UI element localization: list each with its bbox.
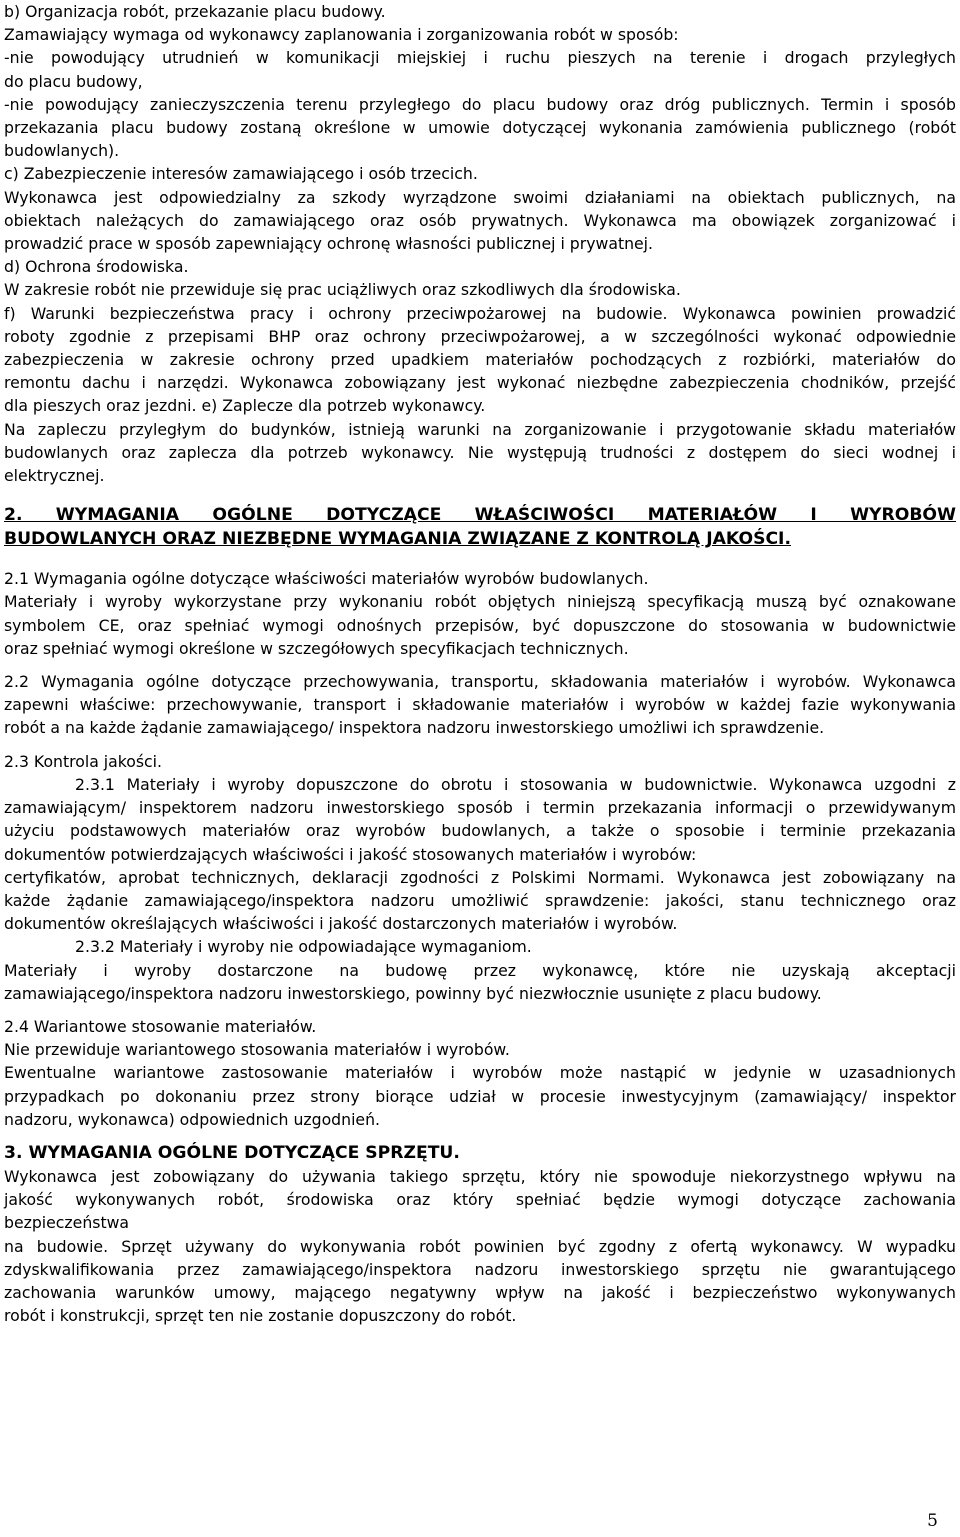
section-3 (4, 1165, 956, 1327)
paragraph-line: dla pieszych oraz jezdni. e) Zaplecze dla potrzeb wykonawcy. (4, 396, 486, 416)
paragraph-line: Materiały i wyroby dostarczone na budowę przez wykonawcę, które nie uzyskają akceptacji (4, 960, 956, 980)
paragraph-line: zamawiającego/inspektora nadzoru inwestorskiego, powinny być niezwłocznie usunięte z placu budowy. (4, 983, 822, 1003)
paragraph-line: przypadkach po dokonaniu przez strony biorące udział w procesie inwestycyjnym (zamawiający/ inspektor (4, 1086, 956, 1106)
section-2-4-title: 2.4 Wariantowe stosowanie materiałów. (4, 1016, 317, 1036)
paragraph-line: Wykonawca jest odpowiedzialny za szkody wyrządzone swoimi działaniami na obiektach publicznych, na (4, 187, 956, 207)
paragraph-line: W zakresie robót nie przewiduje się prac uciążliwych oraz szkodliwych dla środowiska. (4, 280, 681, 300)
document-page (4, 0, 956, 1327)
subsection-2-3-2-title: 2.3.2 Materiały i wyroby nie odpowiadające wymaganiom. (75, 937, 532, 957)
paragraph-line: elektrycznej. (4, 466, 105, 486)
section-c (4, 162, 956, 255)
paragraph-line: robót a na każde żądanie zamawiającego/ inspektora nadzoru inwestorskiego umożliwi ich sprawdzenie. (4, 718, 825, 738)
paragraph-line: obiektach należących do zamawiającego oraz osób prywatnych. Wykonawca ma obowiązek zorganizować i (4, 210, 956, 230)
paragraph-line: każde żądanie zamawiającego/inspektora nadzoru umożliwić sprawdzenie: jakości, stanu technicznego oraz (4, 890, 956, 910)
paragraph-line: remontu dachu i narzędzi. Wykonawca zobowiązany jest wykonać niezbędne zabezpieczenia chodników, przejść (4, 373, 956, 393)
section-2-1 (4, 567, 956, 660)
section-f (4, 302, 956, 488)
paragraph-line: zdyskwalifikowania przez zamawiającego/inspektora nadzoru inwestorskiego sprzętu nie gwarantującego (4, 1259, 956, 1279)
section-2-2-title: 2.2 Wymagania ogólne dotyczące przechowywania, transportu, składowania materiałów i wyrobów. Wykonawca (4, 672, 956, 692)
paragraph-line: prowadzić prace w sposób zapewniający ochronę własności publicznej i prywatnej. (4, 234, 654, 254)
paragraph-line: dokumentów określających właściwości i jakość dostarczonych materiałów i wyrobów. (4, 914, 678, 934)
paragraph-line: zabezpieczenia w zakresie ochrony przed upadkiem materiałów pochodzących z rozbiórki, materiałów do (4, 350, 956, 370)
section-2-3 (4, 750, 956, 1005)
section-d-title: d) Ochrona środowiska. (4, 257, 189, 277)
paragraph-line: roboty zgodnie z przepisami BHP oraz ochrony przeciwpożarowej, a w szczególności wykonać odpowiednie (4, 326, 956, 346)
heading-line: 3. WYMAGANIA OGÓLNE DOTYCZĄCE SPRZĘTU. (4, 1142, 460, 1163)
heading-section-3 (4, 1141, 956, 1165)
section-2-4 (4, 1015, 956, 1131)
paragraph-line: -nie powodujący zanieczyszczenia terenu przyległego do placu budowy oraz dróg publicznych. Termin i sposób (4, 94, 956, 114)
paragraph-line: Na zapleczu przyległym do budynków, istnieją warunki na zorganizowanie i przygotowanie składu materiałów (4, 419, 956, 439)
paragraph-line: Materiały i wyroby wykorzystane przy wykonaniu robót objętych niniejszą specyfikacją muszą być oznakowane (4, 592, 956, 612)
paragraph-line: zamawiającym/ inspektorem nadzoru inwestorskiego sposób i termin przekazania informacji o przewidywanym (4, 798, 956, 818)
heading-section-2 (4, 503, 956, 551)
paragraph-line: Nie przewiduje wariantowego stosowania materiałów i wyrobów. (4, 1040, 510, 1060)
section-f-title: f) Warunki bezpieczeństwa pracy i ochrony przeciwpożarowej na budowie. Wykonawca powinien prowadzić (4, 303, 956, 323)
paragraph-line: zapewni właściwe: przechowywanie, transport i składowanie materiałów i wyrobów w każdej fazie wykonywania (4, 695, 956, 715)
paragraph-line: użyciu podstawowych materiałów oraz wyrobów budowlanych, a także o sposobie i terminie przekazania (4, 821, 956, 841)
subsection-2-3-1-line: 2.3.1 Materiały i wyroby dopuszczone do obrotu i stosowania w budownictwie. Wykonawca uzgodni z (75, 774, 956, 794)
section-d (4, 255, 956, 301)
paragraph-line: budowlanych oraz zaplecza dla potrzeb wykonawcy. Nie występują trudności z dostępem do sieci wodnej i (4, 442, 956, 462)
heading-line: BUDOWLANYCH ORAZ NIEZBĘDNE WYMAGANIA ZWIĄZANE Z KONTROLĄ JAKOŚCI. (4, 529, 791, 550)
paragraph-line: przekazania placu budowy zostaną określone w umowie dotyczącej wykonania zamówienia publicznego (robót (4, 118, 956, 138)
paragraph-line: Zamawiający wymaga od wykonawcy zaplanowania i zorganizowania robót w sposób: (4, 25, 679, 45)
section-2-2 (4, 670, 956, 740)
paragraph-line: bezpieczeństwa (4, 1213, 130, 1233)
section-2-3-title: 2.3 Kontrola jakości. (4, 751, 163, 771)
section-2-1-title: 2.1 Wymagania ogólne dotyczące właściwości materiałów wyrobów budowlanych. (4, 569, 649, 589)
paragraph-line: zachowania warunków umowy, mającego negatywny wpływ na jakość i bezpieczeństwo wykonywanych (4, 1282, 956, 1302)
page-number: 5 (927, 1511, 938, 1531)
paragraph-line: budowlanych). (4, 141, 120, 161)
heading-line: 2. WYMAGANIA OGÓLNE DOTYCZĄCE WŁAŚCIWOŚCI MATERIAŁÓW I WYROBÓW (4, 505, 956, 526)
paragraph-line: jakość wykonywanych robót, środowiska oraz który spełniać będzie wymogi dotyczące zachowania (4, 1190, 956, 1210)
section-b-title: b) Organizacja robót, przekazanie placu budowy. (4, 2, 386, 21)
paragraph-line: do placu budowy, (4, 71, 143, 91)
paragraph-line: robót i konstrukcji, sprzęt ten nie zostanie dopuszczony do robót. (4, 1306, 517, 1326)
paragraph-line: Ewentualne wariantowe zastosowanie materiałów i wyrobów może nastąpić w jedynie w uzasadnionych (4, 1063, 956, 1083)
paragraph-line: Wykonawca jest zobowiązany do używania takiego sprzętu, który nie spowoduje niekorzystnego wpływu na (4, 1166, 956, 1186)
paragraph-line: -nie powodujący utrudnień w komunikacji miejskiej i ruchu pieszych na terenie i drogach przyległych (4, 48, 956, 68)
paragraph-line: certyfikatów, aprobat technicznych, deklaracji zgodności z Polskimi Normami. Wykonawca jest zobowiązany na (4, 867, 956, 887)
paragraph-line: oraz spełniać wymogi określone w szczegółowych specyfikacjach technicznych. (4, 638, 629, 658)
paragraph-line: nadzoru, wykonawca) odpowiednich uzgodnień. (4, 1109, 381, 1129)
section-b (4, 0, 956, 162)
paragraph-line: symbolem CE, oraz spełniać wymogi odnośnych przepisów, być dopuszczone do stosowania w budownictwie (4, 615, 956, 635)
section-c-title: c) Zabezpieczenie interesów zamawiającego i osób trzecich. (4, 164, 478, 184)
paragraph-line: dokumentów potwierdzających właściwości i jakość stosowanych materiałów i wyrobów: (4, 844, 697, 864)
paragraph-line: na budowie. Sprzęt używany do wykonywania robót powinien być zgodny z ofertą wykonawcy. W wypadku (4, 1236, 956, 1256)
